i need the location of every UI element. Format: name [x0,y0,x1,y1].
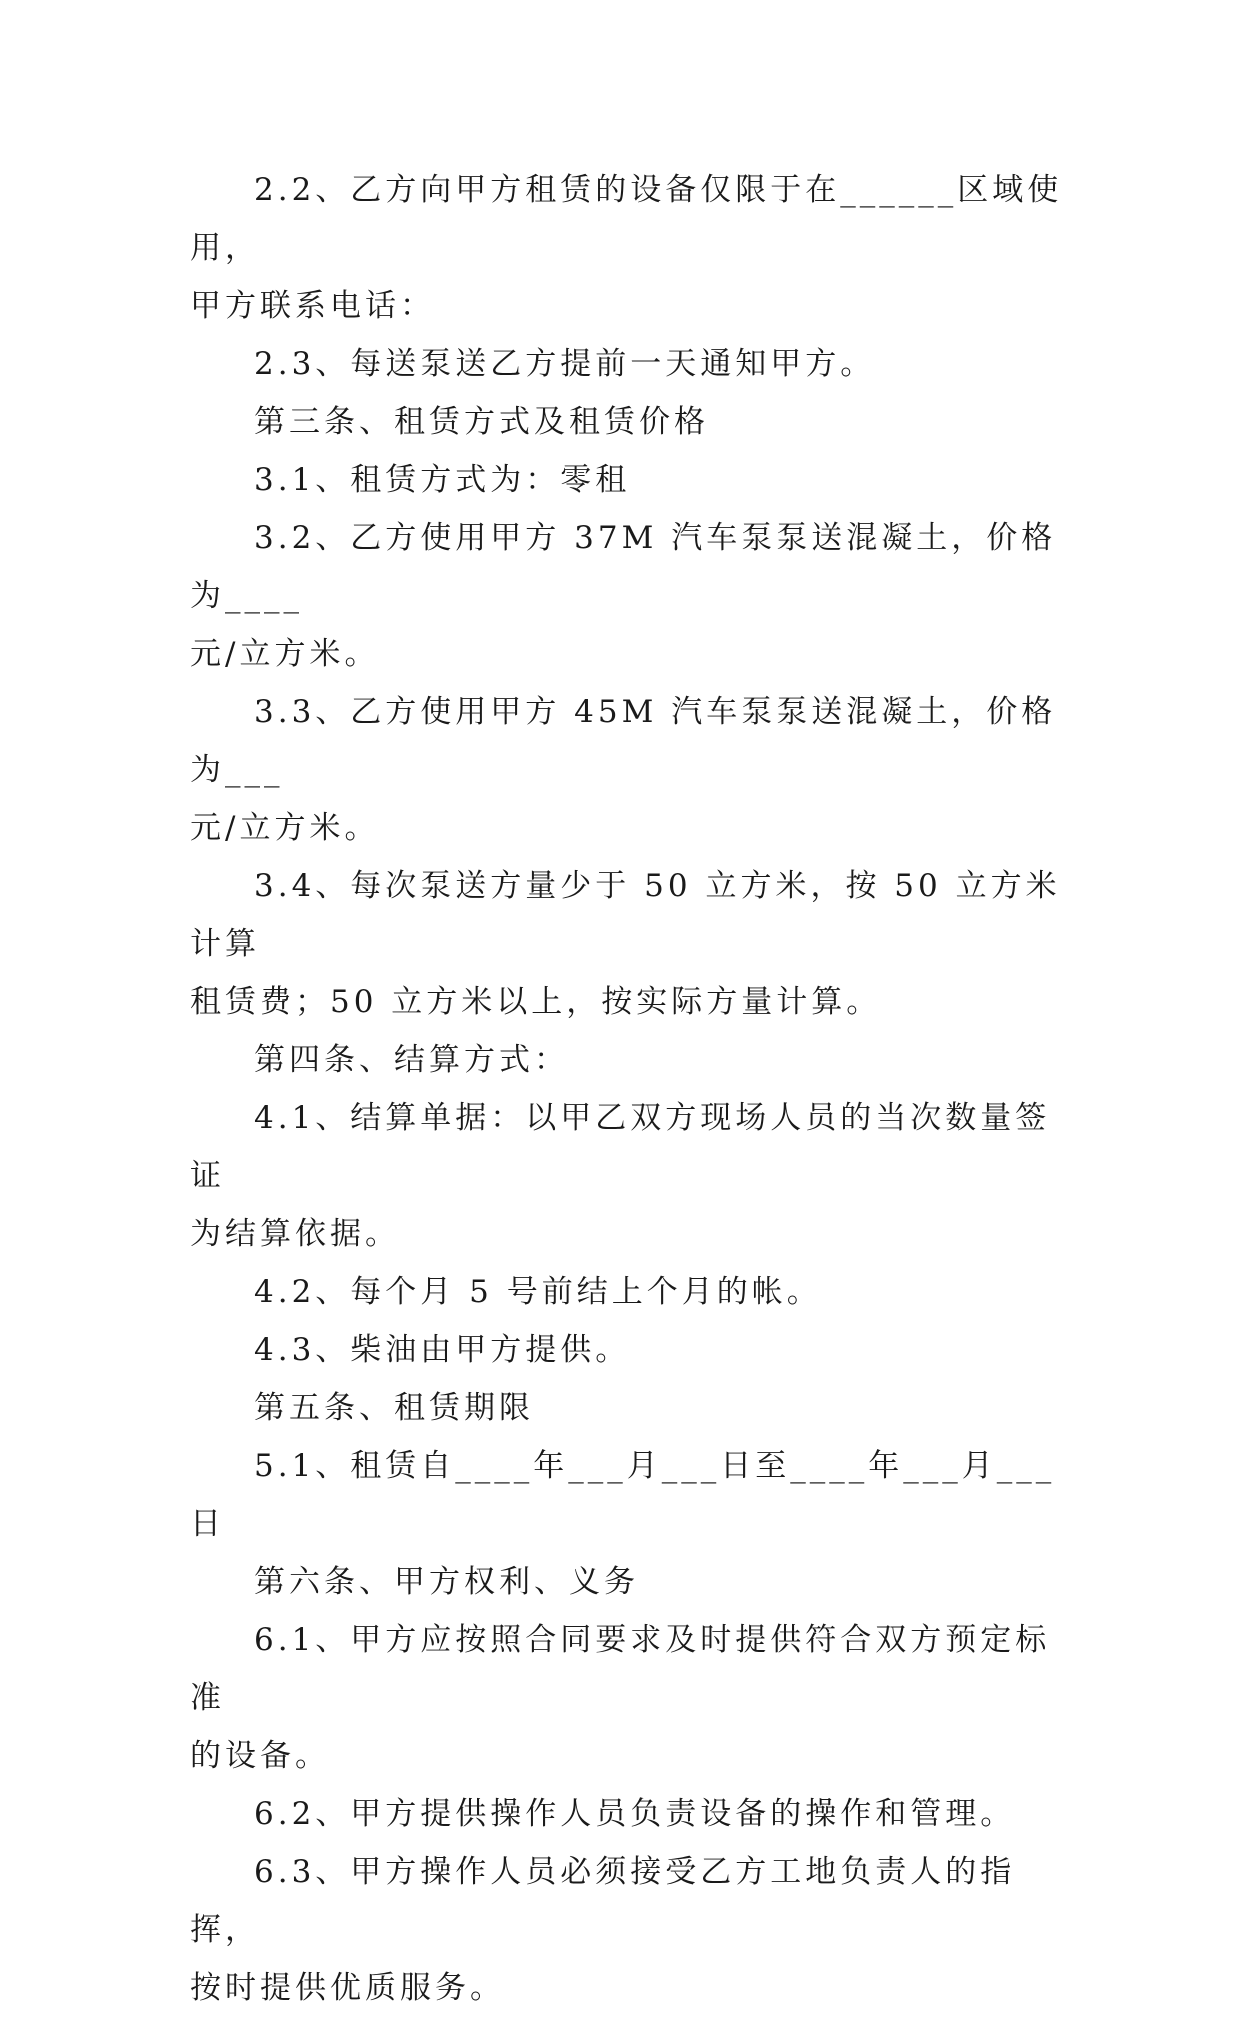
clause-line: 3.1、租赁方式为：零租 [254,462,631,498]
clause-line: 甲方联系电话： [190,288,435,324]
clause-line: 4.3、柴油由甲方提供。 [254,1332,631,1368]
clause-line: 按时提供优质服务。 [190,1970,505,2006]
clause-line: 3.4、每次泵送方量少于 50 立方米，按 50 立方米计算 [190,868,1061,962]
clause-3-3 [190,683,1070,857]
clause-4-3 [190,1321,1070,1379]
clause-line: 2.3、每送泵送乙方提前一天通知甲方。 [254,346,876,382]
article-4-heading [190,1031,1070,1089]
article-3-heading [190,393,1070,451]
article-6-heading [190,1553,1070,1611]
clause-line: 5.1、租赁自____年___月___日至____年___月___日 [190,1448,1056,1542]
clause-4-2 [190,1263,1070,1321]
clause-line: 租赁费；50 立方米以上，按实际方量计算。 [190,984,882,1020]
clause-2-3 [190,335,1070,393]
clause-line: 的设备。 [190,1738,330,1774]
clause-3-2 [190,509,1070,683]
clause-line: 3.3、乙方使用甲方 45M 汽车泵泵送混凝土，价格为___ [190,694,1057,788]
clause-line: 元/立方米。 [190,810,380,846]
article-5-heading [190,1379,1070,1437]
clause-4-1 [190,1089,1070,1263]
clause-3-1 [190,451,1070,509]
document-body [190,161,1070,2017]
clause-line: 6.1、甲方应按照合同要求及时提供符合双方预定标准 [190,1622,1051,1716]
clause-5-1 [190,1437,1070,1553]
clause-line: 3.2、乙方使用甲方 37M 汽车泵泵送混凝土，价格为____ [190,520,1057,614]
clause-line: 4.2、每个月 5 号前结上个月的帐。 [254,1274,822,1310]
clause-line: 为结算依据。 [190,1216,400,1252]
clause-line: 第六条、甲方权利、义务 [254,1564,639,1600]
clause-line: 4.1、结算单据：以甲乙双方现场人员的当次数量签证 [190,1100,1051,1194]
clause-line: 6.2、甲方提供操作人员负责设备的操作和管理。 [254,1796,1016,1832]
clause-line: 第三条、租赁方式及租赁价格 [254,404,709,440]
clause-6-2 [190,1785,1070,1843]
clause-line: 2.2、乙方向甲方租赁的设备仅限于在______区域使用， [190,172,1063,266]
clause-line: 元/立方米。 [190,636,380,672]
clause-line: 第四条、结算方式： [254,1042,569,1078]
clause-2-2 [190,161,1070,335]
clause-6-3 [190,1843,1070,2017]
clause-3-4 [190,857,1070,1031]
clause-line: 第五条、租赁期限 [254,1390,534,1426]
clause-6-1 [190,1611,1070,1785]
clause-line: 6.3、甲方操作人员必须接受乙方工地负责人的指挥， [190,1854,1016,1948]
